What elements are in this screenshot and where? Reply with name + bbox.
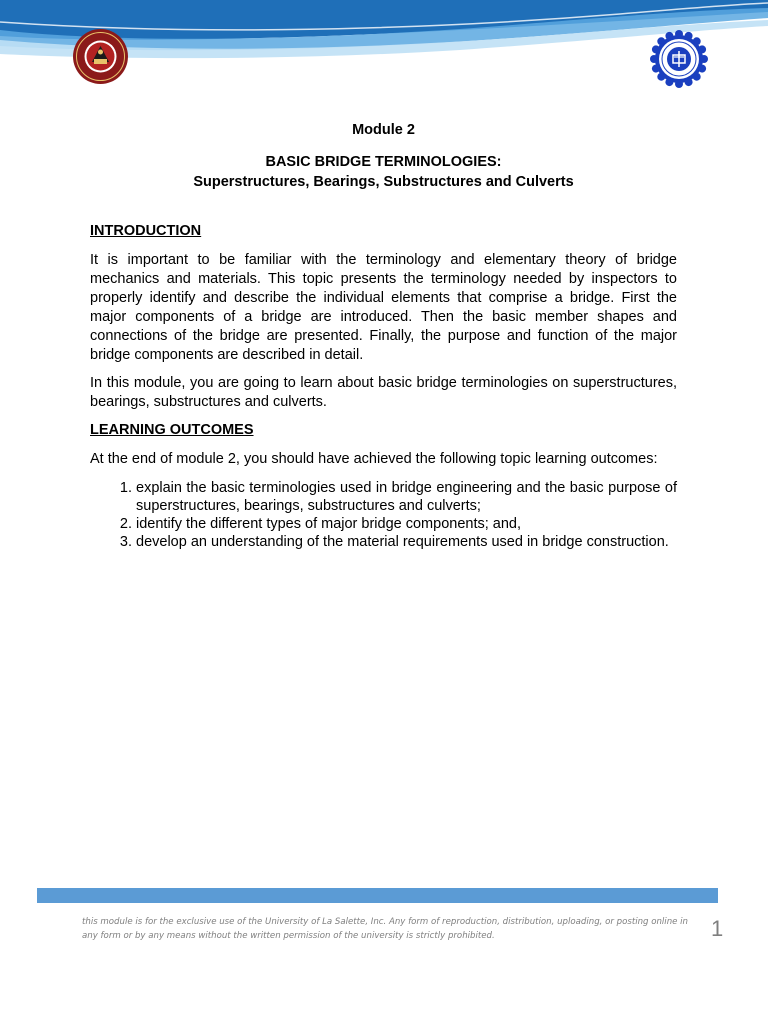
page-number: 1 [711,916,724,941]
module-content [90,120,677,551]
introduction-paragraph-2: In this module, you are going to learn about basic bridge terminologies on superstructures, bearings, substructures and culverts. [90,375,677,410]
list-item: 2. identify the different types of major bridge components; and, [136,515,677,533]
college-seal-icon [72,28,129,85]
module-title-line2: Superstructures, Bearings, Substructures and Culverts [193,174,574,190]
learning-outcomes-list [90,479,677,551]
list-item: 1. explain the basic terminologies used in bridge engineering and the basic purpose of superstructures, bearings, substructures and culverts; [136,479,677,515]
introduction-paragraph-1: It is important to be familiar with the terminology and elementary theory of bridge mechanics and materials. This topic presents the terminology needed by inspectors to properly identify and describe the individual elements that comprise a bridge. First the major components of a bridge are introduced. Then the basic member shapes and connections of the bridge are presented. Finally, the purpose and function of the major bridge components are described in detail. [90,252,677,363]
introduction-heading: INTRODUCTION [90,223,202,239]
university-seal-icon [650,30,708,88]
learning-outcomes-lead: At the end of module 2, you should have achieved the following topic learning outcomes: [90,451,658,467]
copyright-notice: this module is for the exclusive use of the University of La Salette, Inc. Any form of reproduction, distribution, uploading, or posting online in any form or by any means without the written permission of the university is strictly prohibited. [82,917,688,941]
footer-bar [37,888,718,903]
module-title-line1: BASIC BRIDGE TERMINOLOGIES: [265,154,502,170]
module-label: Module 2 [352,122,415,138]
learning-outcomes-heading: LEARNING OUTCOMES [90,422,254,438]
list-item: 3. develop an understanding of the material requirements used in bridge construction. [136,533,677,551]
